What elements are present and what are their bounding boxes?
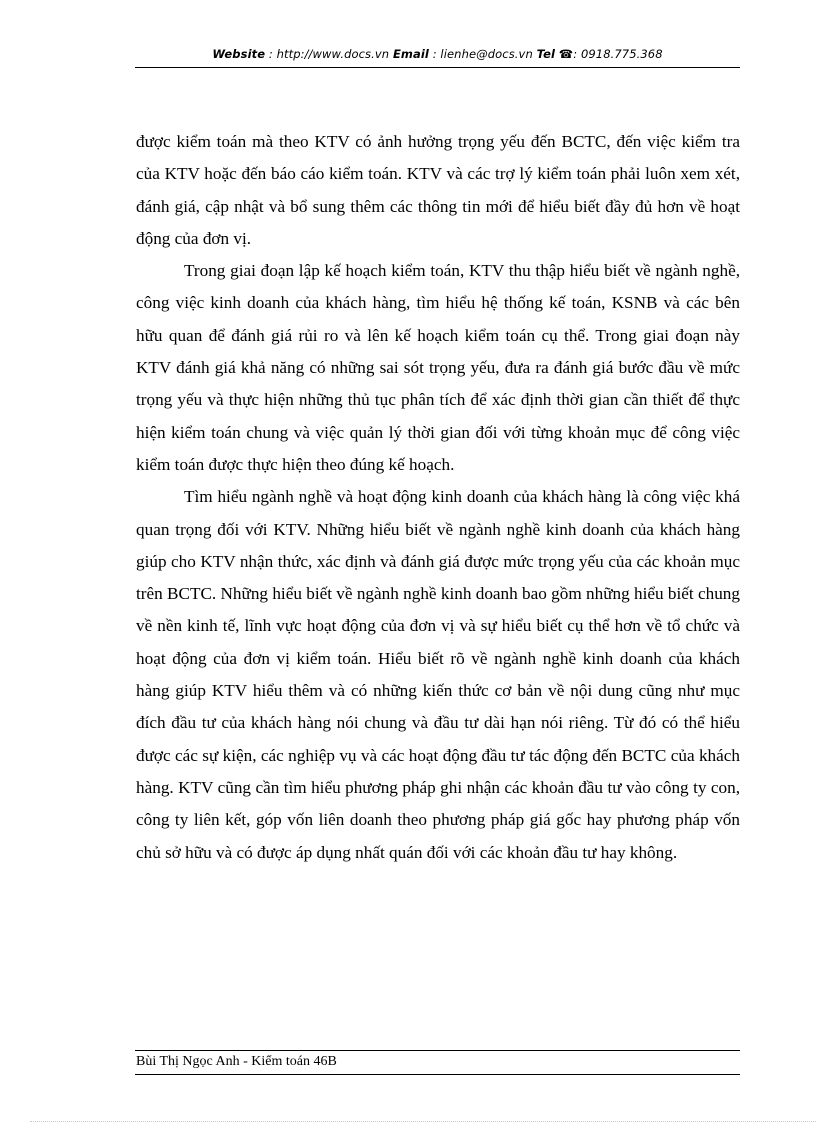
header-divider xyxy=(135,67,740,68)
footer-divider-bottom xyxy=(135,1074,740,1075)
page-edge-dots xyxy=(30,1121,816,1122)
tel-number: : 0918.775.368 xyxy=(573,47,663,61)
document-body xyxy=(136,126,740,869)
paragraph-planning-stage: Trong giai đoạn lập kế hoạch kiểm toán, KTV thu thập hiểu biết về ngành nghề, công việc kinh doanh của khách hàng, tìm hiểu hệ thống kế toán, KSNB và các bên hữu quan để đánh giá rủi ro và lên kế hoạch kiểm toán cụ thể. Trong giai đoạn này KTV đánh giá khả năng có những sai sót trọng yếu, đưa ra đánh giá bước đầu về mức trọng yếu và thực hiện những thủ tục phân tích để xác định thời gian cần thiết để thực hiện kiểm toán chung và việc quản lý thời gian đối với từng khoản mục để công việc kiểm toán được thực hiện theo đúng kế hoạch. xyxy=(136,261,740,474)
phone-icon: ☎ xyxy=(558,47,574,61)
paragraph-continuation: được kiểm toán mà theo KTV có ảnh hưởng trọng yếu đến BCTC, đến việc kiểm tra của KTV hoặc đến báo cáo kiểm toán. KTV và các trợ lý kiểm toán phải luôn xem xét, đánh giá, cập nhật và bổ sung thêm các thông tin mới để hiểu biết đầy đủ hơn về hoạt động của đơn vị. xyxy=(136,132,740,248)
website-url[interactable]: : http://www.docs.vn xyxy=(268,47,390,61)
email-label: Email xyxy=(392,47,429,61)
paragraph-business-understanding: Tìm hiểu ngành nghề và hoạt động kinh doanh của khách hàng là công việc khá quan trọng đối với KTV. Những hiểu biết về ngành nghề kinh doanh của khách hàng giúp cho KTV nhận thức, xác định và đánh giá được mức trọng yếu của các khoản mục trên BCTC. Những hiểu biết về ngành nghề kinh doanh bao gồm những hiểu biết chung về nền kinh tế, lĩnh vực hoạt động của đơn vị và sự hiểu biết cụ thể hơn về tổ chức và hoạt động của đơn vị kiểm toán. Hiểu biết rõ về ngành nghề kinh doanh của khách hàng giúp KTV hiểu thêm và có những kiến thức cơ bản về nội dung cũng như mục đích đầu tư của khách hàng nói chung và đầu tư dài hạn nói riêng. Từ đó có thể hiểu được các sự kiện, các nghiệp vụ và các hoạt động đầu tư tác động đến BCTC của khách hàng. KTV cũng cần tìm hiểu phương pháp ghi nhận các khoản đầu tư vào công ty con, công ty liên kết, góp vốn liên doanh theo phương pháp giá gốc hay phương pháp vốn chủ sở hữu và có được áp dụng nhất quán đối với các khoản đầu tư hay không. xyxy=(136,487,740,862)
email-address[interactable]: : lienhe@docs.vn xyxy=(432,47,533,61)
website-label: Website xyxy=(212,47,266,61)
page-header xyxy=(135,47,740,61)
tel-label: Tel xyxy=(536,47,556,61)
footer-divider-top xyxy=(135,1050,740,1051)
footer-author: Bùi Thị Ngọc Anh - Kiểm toán 46B xyxy=(136,1054,337,1069)
